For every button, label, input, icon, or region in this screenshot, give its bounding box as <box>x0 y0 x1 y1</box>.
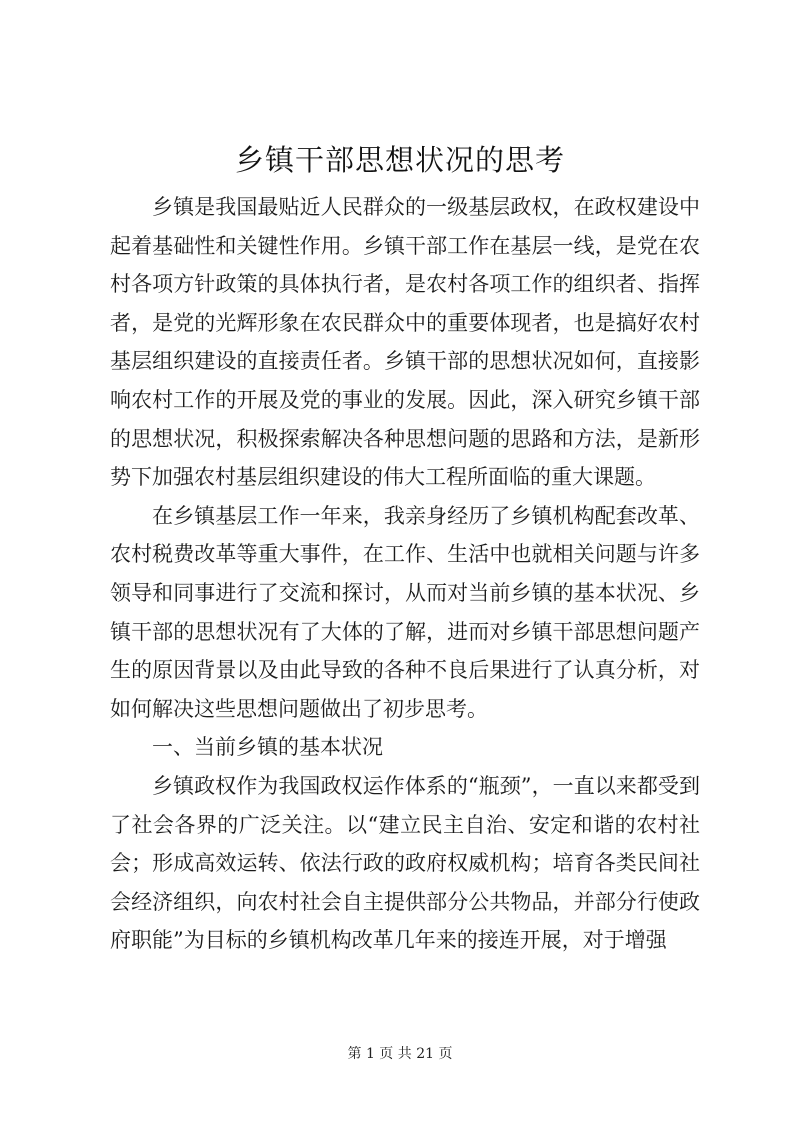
paragraph-experience: 在乡镇基层工作一年来，我亲身经历了乡镇机构配套改革、农村税费改革等重大事件，在工作、生活中也就相关问题与许多领导和同事进行了交流和探讨，从而对当前乡镇的基本状况、乡镇干部的思想状况有了大体的了解，进而对乡镇干部思想问题产生的原因背景以及由此导致的各种不良后果进行了认真分析，对如何解决这些思想问题做出了初步思考。 <box>110 503 700 721</box>
paragraph-intro: 乡镇是我国最贴近人民群众的一级基层政权，在政权建设中起着基础性和关键性作用。乡镇干部工作在基层一线，是党在农村各项方针政策的具体执行者，是农村各项工作的组织者、指挥者，是党的光辉形象在农民群众中的重要体现者，也是搞好农村基层组织建设的直接责任者。乡镇干部的思想状况如何，直接影响农村工作的开展及党的事业的发展。因此，深入研究乡镇干部的思想状况，积极探索解决各种思想问题的思路和方法，是新形势下加强农村基层组织建设的伟大工程所面临的重大课题。 <box>110 195 700 490</box>
document-body <box>110 188 700 960</box>
document-title: 乡镇干部思想状况的思考 <box>234 143 565 177</box>
page-number-footer: 第 1 页 共 21 页 <box>347 1046 453 1062</box>
section-heading: 一、当前乡镇的基本状况 <box>152 735 383 760</box>
paragraph-township-status: 乡镇政权作为我国政权运作体系的“瓶颈”，一直以来都受到了社会各界的广泛关注。以“建立民主自治、安定和谐的农村社会；形成高效运转、依法行政的政府权威机构；培育各类民间社会经济组织，向农村社会自主提供部分公共物品，并部分行使政府职能”为目标的乡镇机构改革几年来的接连开展，对于增强 <box>110 773 700 953</box>
